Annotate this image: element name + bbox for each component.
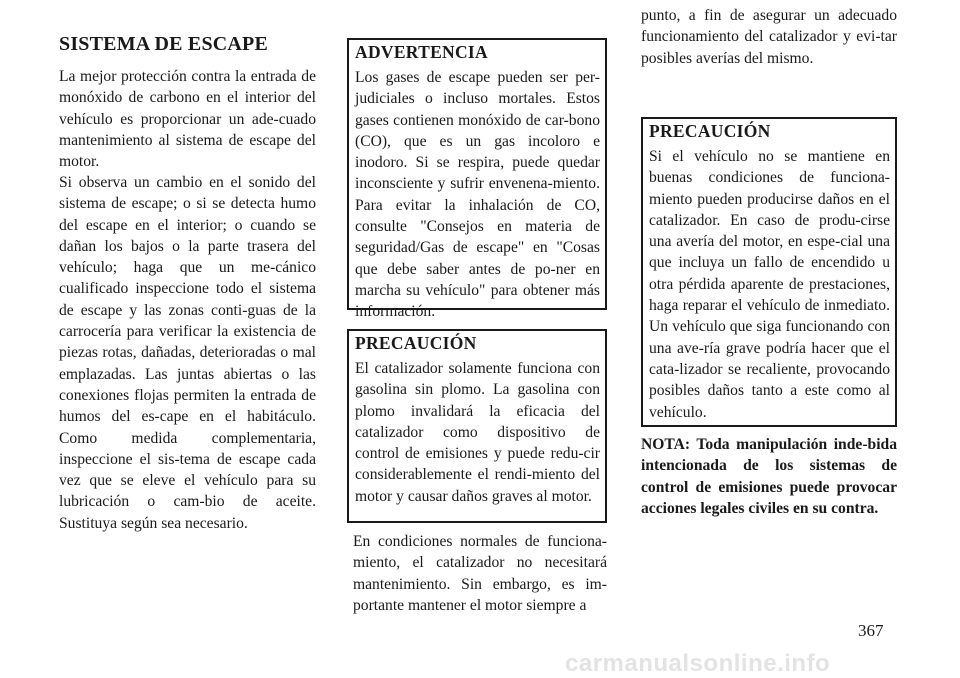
maintenance-paragraph: En condiciones normales de funciona-miento, el catalizador no necesitará mantenimiento. Sin embargo, es im-portante mantener el motor siempre a — [353, 533, 607, 614]
caution-box-maintenance — [641, 117, 897, 427]
warning-box — [347, 38, 607, 321]
page-number: 367 — [858, 621, 884, 640]
caution-title: PRECAUCIÓN — [355, 333, 477, 353]
caution-box-catalyst — [347, 329, 607, 523]
caution-body: El catalizador solamente funciona con gasolina sin plomo. La gasolina con plomo invalidará la eficacia del catalizador como dispositivo de control de emisiones y puede redu-cir considerablemente el rendi-miento del motor y causar daños graves al motor. — [355, 360, 600, 505]
caution-body: Si el vehículo no se mantiene en buenas condiciones de funciona-miento pueden producirse daños en el catalizador. En caso de produ-cirse una avería del motor, en espe-cial una que incluya un fallo de encendido u otra pérdida aparente de prestaciones, haga reparar el vehículo de inmediato. Un vehículo que siga funcionando con una ave-ría grave podría hacer que el cata-lizador se recaliente, provocando posibles daños tanto a este como al vehículo. — [649, 148, 890, 421]
continuation-paragraph: punto, a fin de asegurar un adecuado funcionamiento del catalizador y evi-tar posibles averías del mismo. — [641, 7, 897, 67]
watermark-logo: carmanualsonline.info — [565, 650, 831, 677]
note-paragraph: NOTA: Toda manipulación inde-bida intencionada de los sistemas de control de emisiones puede provocar acciones legales civiles en su contra. — [641, 436, 897, 517]
caution-title: PRECAUCIÓN — [649, 121, 771, 141]
section-heading: SISTEMA DE ESCAPE — [59, 33, 269, 55]
warning-body: Los gases de escape pueden ser per-judiciales o incluso mortales. Estos gases contienen monóxido de car-bono (CO), que es un gas incoloro e inodoro. Si se respira, puede quedar inconsciente y sufrir envenena-miento. Para evitar la inhalación de CO, consulte "Consejos en materia de seguridad/Gas de escape" en "Cosas que debe saber antes de po-ner en marcha su vehículo" para obtener más información. — [355, 69, 600, 321]
intro-paragraph: La mejor protección contra la entrada de monóxido de carbono en el interior del vehículo es proporcionar un ade-cuado mantenimiento al sistema de escape del motor. — [59, 68, 316, 171]
inspection-paragraph: Si observa un cambio en el sonido del sistema de escape; o si se detecta humo del escape en el interior; o cuando se dañan los bajos o la parte trasera del vehículo; haga que un me-cánico cualificado inspeccione todo el sistema de escape y las zonas conti-guas de la carrocería para verificar la existencia de piezas rotas, dañadas, deterioradas o mal emplazadas. Las juntas abiertas o las conexiones flojas permiten la entrada de humos del es-cape en el habitáculo. Como medida complementaria, inspeccione el sis-tema de escape cada vez que se eleve el vehículo para su lubricación o cam-bio de aceite. Sustituya según sea necesario. — [59, 174, 316, 532]
warning-title: ADVERTENCIA — [355, 42, 488, 62]
